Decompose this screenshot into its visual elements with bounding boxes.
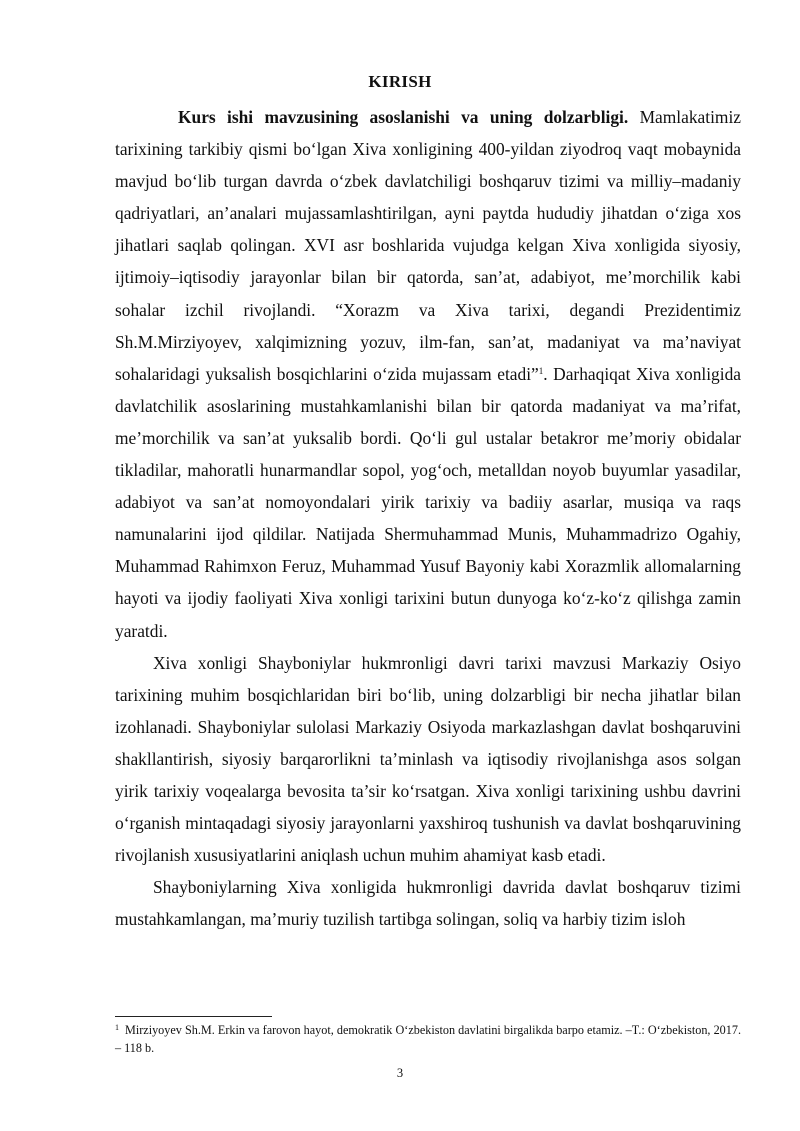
footnote-marker: 1 (115, 1023, 119, 1032)
footnote-divider (115, 1016, 272, 1017)
paragraph-1-text-b: . Darhaqiqat Xiva xonligida davlatchilik asoslarining mustahkamlanishi bilan bir qatorda madaniyat va ma’rifat, me’morchilik va san’at yuksalib bordi. Qo‘li gul ustalar betakror me’moriy obidalar tikladilar, mahoratli hunarmandlar sopol, yog‘och, metalldan noyob buyumlar yasadilar, adabiyot va san’at nomoyondalari yirik tarixiy va badiiy asarlar, musiqa va raqs namunalarini ijod qildilar. Natijada Shermuhammad Munis, Muhammadrizo Ogahiy, Muhammad Rahimxon Feruz, Muhammad Yusuf Bayoniy kabi Xorazmlik allomalarning hayoti va ijodiy faoliyati Xiva xonligi tarixini butun dunyoga ko‘z-ko‘z qilishga zamin yaratdi. (115, 363, 741, 641)
body-text (115, 101, 741, 935)
footnote-text: Mirziyoyev Sh.M. Erkin va farovon hayot, demokratik O‘zbekiston davlatini birgalikda barpo etamiz. –T.: O‘zbekiston, 2017. – 118 b. (115, 1023, 741, 1055)
footnote-reference[interactable]: 1 (538, 365, 544, 376)
page-number: 3 (396, 1066, 404, 1080)
paragraph-3: Shayboniylarning Xiva xonligida hukmronligi davrida davlat boshqaruv tizimi mustahkamlangan, ma’muriy tuzilish tartibga solingan, soliq va harbiy tizim isloh (115, 877, 741, 930)
paragraph-1 (115, 101, 741, 647)
paragraph-2: Xiva xonligi Shayboniylar hukmronligi davri tarixi mavzusi Markaziy Osiyo tarixining muhim bosqichlaridan biri bo‘lib, uning dolzarbligi bir necha jihatlar bilan izohlanadi. Shayboniylar sulolasi Markaziy Osiyoda markazlashgan davlat boshqaruvini shakllantirish, siyosiy barqarorlikni ta’minlash va iqtisodiy rivojlanishga asos solgan yirik tarixiy voqealarga bevosita ta’sir ko‘rsatgan. Xiva xonligi tarixining ushbu davrini o‘rganish mintaqadagi siyosiy jarayonlarni yaxshiroq tushunish va davlat boshqaruvining rivojlanish xususiyatlarini aniqlash uchun muhim ahamiyat kasb etadi. (115, 652, 741, 866)
page-title: KIRISH (368, 72, 432, 91)
paragraph-1-text-a: Mamlakatimiz tarixining tarkibiy qismi bo‘lgan Xiva xonligining 400-yildan ziyodroq vaqt mobaynida mavjud bo‘lib turgan davrda o‘zbek davlatchiligi boshqaruv tizimi va milliy–madaniy qadriyatlari, an’analari mujassamlashtirilgan, ayni paytda hududiy jihatdan o‘ziga xos jihatlari saqlab qolingan. XVI asr boshlarida vujudga kelgan Xiva xonligida siyosiy, ijtimoiy–iqtisodiy jarayonlar bilan bir qatorda, san’at, adabiyot, me’morchilik kabi sohalar izchil rivojlandi. “Xorazm va Xiva tarixi, degandi Prezidentimiz Sh.M.Mirziyoyev, xalqimizning yozuv, ilm-fan, san’at, madaniyat va ma’naviyat sohalaridagi yuksalish bosqichlarini o‘zida mujassam etadi” (115, 107, 741, 384)
lead-sentence: Kurs ishi mavzusining asoslanishi va uning dolzarbligi. (178, 107, 629, 127)
footnote (115, 1021, 741, 1057)
